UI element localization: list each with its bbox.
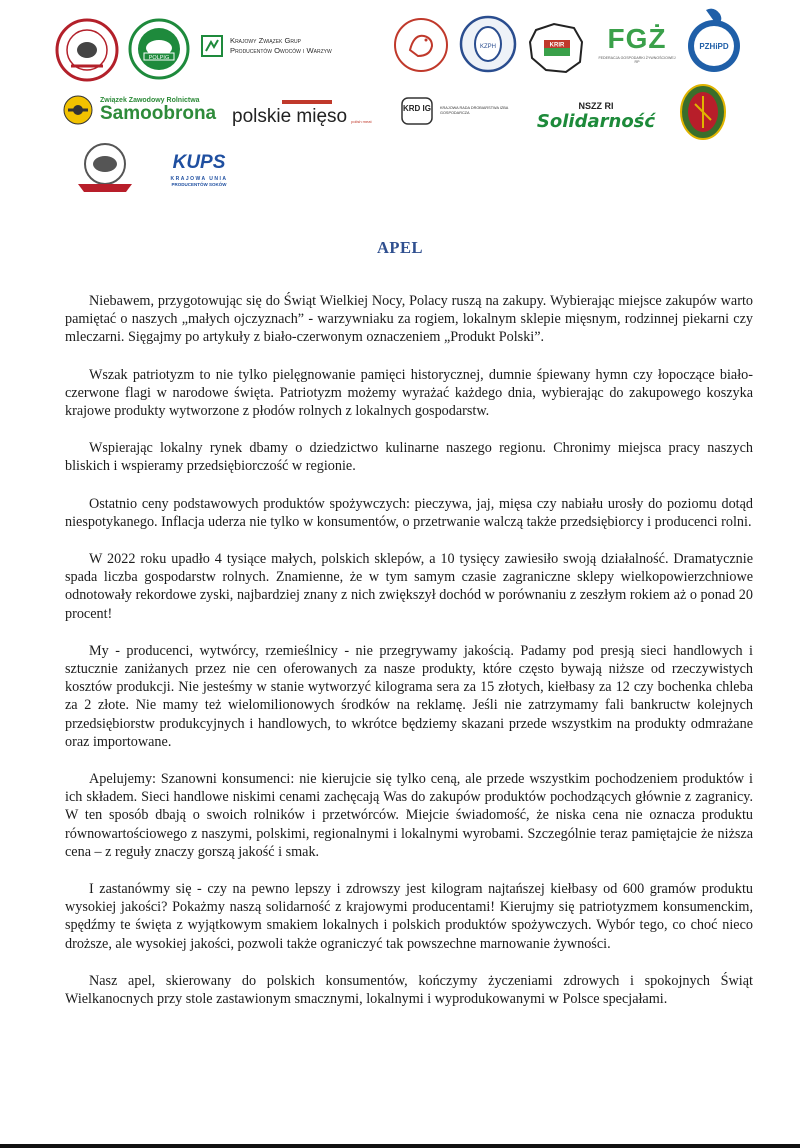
solidarnosc-title: Solidarność <box>536 111 656 132</box>
krd-ig-sub: KRAJOWA RADA DROBIARSTWA IZBA GOSPODARCZA <box>440 106 509 115</box>
logo-rolnicy-emblem <box>678 82 728 142</box>
logo-stowarzyszenie <box>55 18 119 82</box>
rolnicy-emblem-icon <box>678 82 728 142</box>
logo-pig-emblem <box>70 140 140 196</box>
kzgp-leaf-icon <box>200 34 224 58</box>
paragraph-5: W 2022 roku upadło 4 tysiące małych, polskich sklepów, a 10 tysięcy zawiesiło swoją działalność. Dramatycznie spada liczba gospodarstw rolnych. Znamienne, że w tym samym czasie zagraniczne sklepy wielkopowierzchniowe odnotowały rekordowe zyski, najbardziej znany z nich zwiększył dochód w porównaniu z zeszłym rokiem aż o ponad 20 procent! <box>65 551 753 622</box>
samoobrona-icon <box>62 94 94 126</box>
pig-emblem-icon <box>70 140 140 196</box>
kzgp-line2: Producentów Owoców i Warzyw <box>230 46 332 55</box>
solidarnosc-top: NSZZ RI <box>578 101 614 111</box>
poland-map-icon <box>526 18 588 78</box>
paragraph-3: Wspierając lokalny rynek dbamy o dziedzictwo kulinarne naszego regionu. Chronimy miejsca pracy naszych bliskich i wspieramy przedsiębiorczość w regionie. <box>65 440 753 475</box>
paragraph-2: Wszak patriotyzm to nie tylko pielęgnowanie pamięci historycznej, dumnie śpiewany hymn czy łopoczące biało-czerwone flagi w narodowe święta. Patriotyzm możemy wyrażać każdego dnia, wybierając do zakupowego koszyka krajowe produkty wytworzone z płodów rolnych z lokalnych gospodarstw. <box>65 366 753 420</box>
logo-polpig <box>128 18 190 80</box>
logo-krir <box>526 18 588 78</box>
paragraph-4: Ostatnio ceny podstawowych produktów spożywczych: pieczywa, jaj, mięsa czy nabiału urosły do poziomu dotąd niespotykanego. Inflacja uderza nie tylko w konsumentów, o przetrwanie walczą także przedsiębiorcy i producenci rolni. <box>65 495 753 530</box>
logo-solidarnosc <box>534 94 658 140</box>
polskie-mieso-stripe <box>282 100 332 104</box>
polpig-label: POLPIG <box>148 55 170 61</box>
logo-polskie-mieso <box>232 96 382 132</box>
pzhipd-label: PZHiPD <box>699 42 729 51</box>
samoobrona-line2: Samoobrona <box>100 102 217 124</box>
polskie-mieso-sub: polish meat <box>351 119 372 124</box>
kzph-egg-icon <box>458 14 518 74</box>
paragraph-7: Apelujemy: Szanowni konsumenci: nie kierujcie się tylko ceną, ale przede wszystkim pochodzeniem produktów i ich składem. Sieci handlowe niskimi cenami zachęcają Was do zakupów produktów pochodzących głównie z zagranicy. W ten sposób dbają o swoich rolników i przetwórców. Miejcie świadomość, że niska cena nie oznacza produktu równowartościowego z naszymi, polskimi, regionalnymi i lokalnymi wyrobami. Szczególnie teraz pamiętajcie że niższa cena – z reguły znaczy gorszą jakość i smak. <box>65 771 753 860</box>
fgz-title: FGŻ <box>607 22 667 54</box>
document-title: APEL <box>376 238 423 257</box>
logo-fgz <box>596 22 678 66</box>
kups-line2: PRODUCENTÓW SOKÓW <box>171 182 227 187</box>
kzph-label: KZPH <box>479 44 497 50</box>
logo-krd-ig <box>400 94 530 128</box>
samoobrona-line1: Związek Zawodowy Rolnictwa <box>100 96 200 104</box>
paragraph-6: My - producenci, wytwórcy, rzemieślnicy - nie przegrywamy jakością. Padamy pod presją sieci handlowych i sztucznie zaniżanych przez nie cen oferowanych za nasze produkty, które często bywają niższe od rzeczywistych kosztów produkcji. Nie jesteśmy w stanie wytworzyć kilograma sera za 15 złotych, kiełbasy za 12 czy bochenka chleba za 2 złote. Nie mamy też wielomilionowych środków na reklamę. Jeśli nie zatrzymamy fali bankructw kolejnych przedsiębiorstw produkcyjnych i handlowych, to wkrótce będziemy skazani przede wszystkim na produkty odmrażane oraz importowane. <box>65 642 753 750</box>
paragraph-1: Niebawem, przygotowując się do Świąt Wielkiej Nocy, Polacy ruszą na zakupy. Wybierając miejsce zakupów warto pamiętać o naszych „małych ojczyznach” - warzywniaku za rogiem, lokalnym sklepie mięsnym, rodzinnej piekarni czy mleczarni. Sięgajmy po artykuły z biało-czerwonym oznaczeniem „Produkt Polski”. <box>65 293 753 346</box>
logo-pzhipd <box>684 6 744 76</box>
paragraph-8: I zastanówmy się - czy na pewno lepszy i zdrowszy jest kilogram najtańszej kiełbasy od 600 gramów produktu wysokiej jakości? Pokażmy naszą solidarność z krajowymi producentami! Kierujmy się patriotyzmem konsumenckim, spędźmy te święta z wyjątkowym smakiem lokalnych i polskich produktów spożywczych. Wybór tego, co choć nieco droższe, ale wysokiej jakości, pozwoli także ograniczyć tak powszechne marnowanie żywności. <box>65 881 753 952</box>
polpig-emblem <box>128 18 190 80</box>
kups-line1: KRAJOWA UNIA <box>170 176 228 182</box>
logo-kups <box>164 148 234 192</box>
kups-title: KUPS <box>172 152 226 173</box>
krd-ig-emblem <box>400 94 434 128</box>
logo-samoobrona <box>62 92 227 128</box>
hen-icon <box>392 16 450 74</box>
logo-hen <box>392 16 450 74</box>
krir-label: KRIR <box>549 42 565 49</box>
logo-kzph <box>458 14 518 74</box>
kzgp-line1: Krajowy Związek Grup <box>230 36 301 45</box>
pzhipd-emblem <box>684 6 744 76</box>
krd-ig-label: KRD IG <box>403 104 431 113</box>
fgz-subtitle: FEDERACJA GOSPODARKI ŻYWNOŚCIOWEJ RP <box>598 55 676 64</box>
polskie-mieso-title: polskie mięso <box>232 106 348 127</box>
stowarzyszenie-emblem <box>55 18 119 82</box>
paragraph-9: Nasz apel, skierowany do polskich konsumentów, kończymy życzeniami zdrowych i spokojnych Świąt Wielkanocnych przy stole zastawionym smacznymi, lokalnymi i wyprodukowanymi w Polsce specjałami. <box>65 972 753 1008</box>
bottom-edge <box>0 1144 800 1148</box>
logo-kzgp <box>200 30 378 62</box>
document-body <box>65 292 753 1027</box>
